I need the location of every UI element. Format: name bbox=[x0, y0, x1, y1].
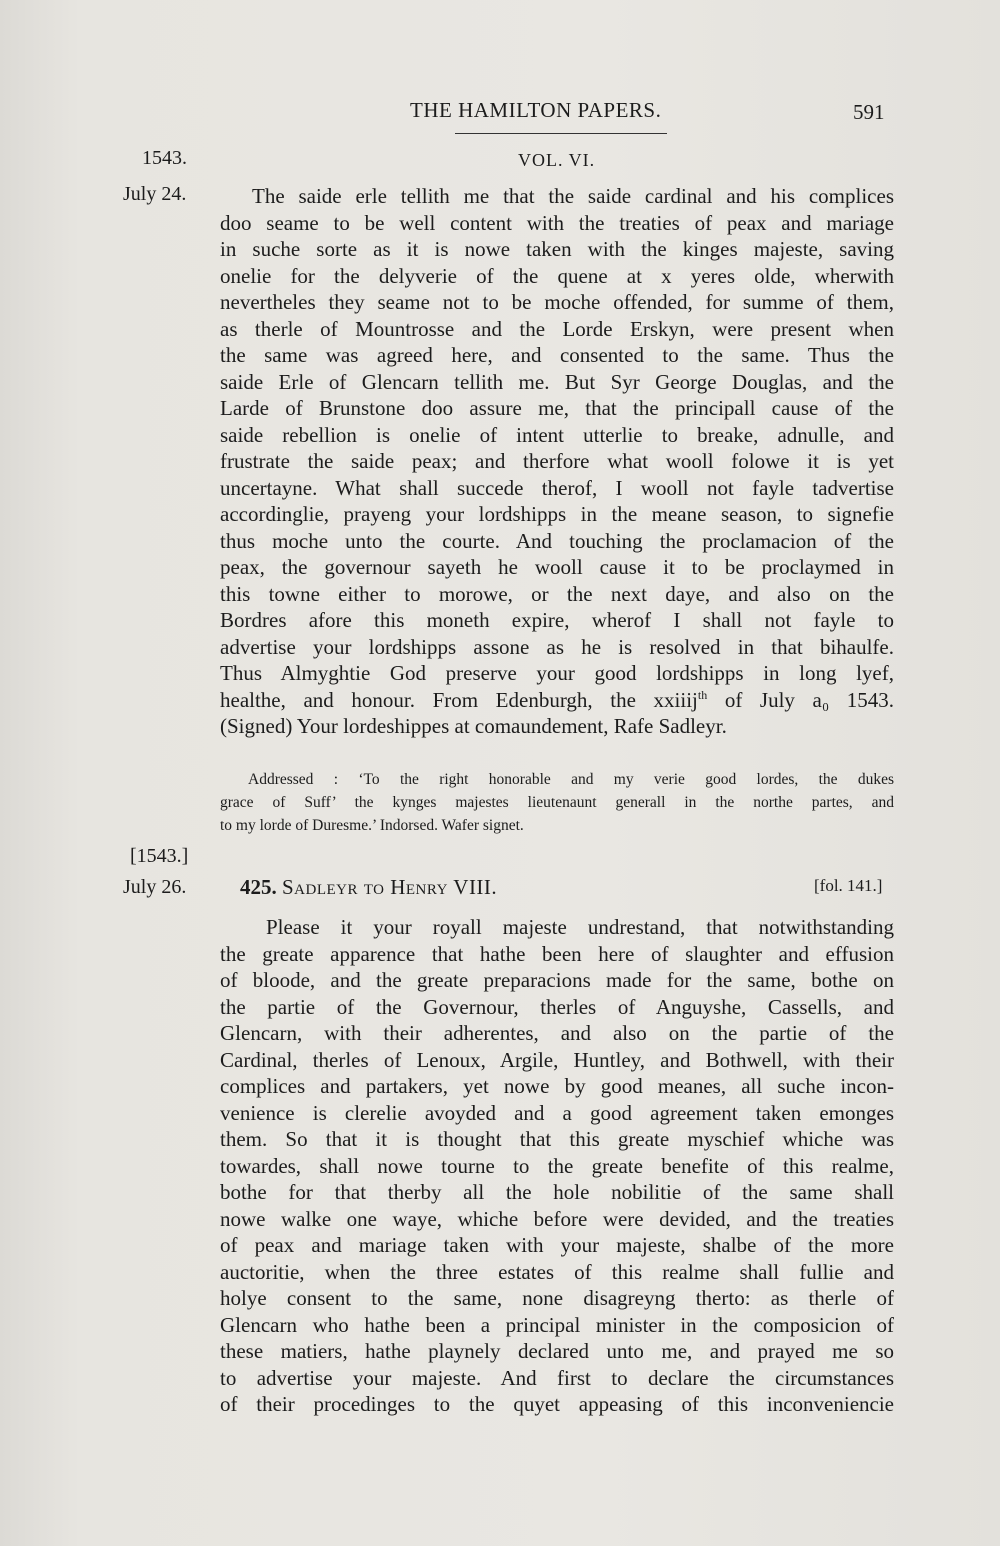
signature-line: (Signed) Your lordeshippes at comaundement, Rafe Sadleyr. bbox=[220, 714, 727, 738]
header-rule bbox=[455, 133, 667, 134]
text-line: accordinglie, prayeng your lordshipps in the meane season, to signefie bbox=[220, 502, 894, 526]
margin-date: July 26. bbox=[123, 876, 187, 898]
text-line: in suche sorte as it is nowe taken with the kinges majeste, saving bbox=[220, 237, 894, 261]
text-line: them. So that it is thought that this greate myschief whiche was bbox=[220, 1127, 894, 1151]
text-line: onelie for the delyverie of the quene at x yeres olde, wherwith bbox=[220, 263, 894, 288]
letter-title: Sadleyr to Henry VIII. bbox=[282, 875, 498, 899]
text-line: of peax and mariage taken with your majeste, shalbe of the more bbox=[220, 1233, 894, 1257]
address-line: grace of Suff’ the kynges majestes lieutenaunt generall in the northe partes, and bbox=[220, 794, 894, 811]
text-line: Cardinal, therles of Lenoux, Argile, Huntley, and Bothwell, with their bbox=[220, 1047, 894, 1072]
address-line: Addressed : ‘To the right honorable and my verie good lordes, the dukes bbox=[248, 771, 894, 788]
text-line: thus moche unto the courte. And touching the proclamacion of the bbox=[220, 528, 894, 553]
text-line: The saide erle tellith me that the saide cardinal and his complices bbox=[252, 184, 894, 208]
date-line-prefix: healthe, and honour. From Edenburgh, the xxiiij bbox=[220, 687, 698, 712]
letter-heading bbox=[240, 875, 497, 900]
address-note bbox=[220, 768, 894, 837]
text-line: this towne either to morowe, or the next daye, and also on the bbox=[220, 581, 894, 606]
text-line: towardes, shall nowe tourne to the greate benefite of this realme, bbox=[220, 1153, 894, 1178]
page-number: 591 bbox=[853, 100, 885, 124]
running-title: THE HAMILTON PAPERS. bbox=[410, 98, 662, 122]
text-line: Glencarn, with their adherentes, and also on the partie of the bbox=[220, 1021, 894, 1045]
text-line: holye consent to the same, none disagreyng therto: as therle of bbox=[220, 1286, 894, 1310]
date-line bbox=[220, 687, 894, 714]
text-line: saide rebellion is onelie of intent utterlie to breake, adnulle, and bbox=[220, 422, 894, 447]
date-line-superscript: th bbox=[697, 687, 708, 702]
margin-date: July 24. bbox=[123, 183, 187, 205]
text-line: venience is clerelie avoyded and a good agreement taken emonges bbox=[220, 1100, 894, 1125]
text-line: nevertheles they seame not to be moche offended, for summe of them, bbox=[220, 290, 894, 314]
text-line: saide Erle of Glencarn tellith me. But Syr George Douglas, and the bbox=[220, 369, 894, 394]
text-line: as therle of Mountrosse and the Lorde Erskyn, were present when bbox=[220, 316, 894, 341]
text-line: advertise your lordshipps assone as he is resolved in that bihaulfe. bbox=[220, 634, 894, 659]
folio-reference: [fol. 141.] bbox=[814, 876, 883, 895]
letter-number: 425. bbox=[240, 875, 277, 899]
volume-label: VOL. VI. bbox=[518, 150, 596, 170]
margin-year: 1543. bbox=[142, 147, 187, 169]
text-line: peax, the governour sayeth he wooll cause it to be proclaymed in bbox=[220, 555, 894, 579]
text-line: Glencarn who hathe been a principal minister in the composicion of bbox=[220, 1312, 894, 1337]
text-line: nowe walke one waye, whiche before were devided, and the treaties bbox=[220, 1206, 894, 1231]
text-line: frustrate the saide peax; and therfore what wooll folowe it is yet bbox=[220, 449, 894, 473]
text-line: of their procedinges to the quyet appeasing of this inconveniencie bbox=[220, 1392, 894, 1416]
text-line: the greate apparence that hathe been here of slaughter and effusion bbox=[220, 941, 894, 966]
text-line: Thus Almyghtie God preserve your good lordshipps in long lyef, bbox=[220, 661, 894, 685]
text-line: to advertise your majeste. And first to declare the circumstances bbox=[220, 1365, 894, 1390]
address-line: to my lorde of Duresme.’ Indorsed. Wafer signet. bbox=[220, 817, 524, 834]
text-line: auctoritie, when the three estates of this realme shall fullie and bbox=[220, 1259, 894, 1284]
text-line: the partie of the Governour, therles of Anguyshe, Cassells, and bbox=[220, 994, 894, 1019]
text-line: uncertayne. What shall succede therof, I wooll not fayle tadvertise bbox=[220, 475, 894, 500]
text-line: Bordres afore this moneth expire, wherof I shall not fayle to bbox=[220, 608, 894, 632]
margin-year: [1543.] bbox=[130, 845, 189, 867]
text-line: complices and partakers, yet nowe by good meanes, all suche incon- bbox=[220, 1074, 894, 1098]
first-letter-body bbox=[220, 183, 894, 740]
date-line-suffix: of July a₀ 1543. bbox=[707, 687, 894, 712]
text-line: of bloode, and the greate preparacions made for the same, bothe on bbox=[220, 968, 894, 992]
text-line: these matiers, hathe playnely declared unto me, and prayed me so bbox=[220, 1339, 894, 1363]
text-line: bothe for that therby all the hole nobilitie of the same shall bbox=[220, 1180, 894, 1204]
text-line: the same was agreed here, and consented to the same. Thus the bbox=[220, 343, 894, 367]
text-line: Larde of Brunstone doo assure me, that the principall cause of the bbox=[220, 396, 894, 420]
text-line: doo seame to be well content with the treaties of peax and mariage bbox=[220, 210, 894, 235]
second-letter-body bbox=[220, 914, 894, 1418]
text-line: Please it your royall majeste undrestand, that notwithstanding bbox=[266, 915, 894, 939]
